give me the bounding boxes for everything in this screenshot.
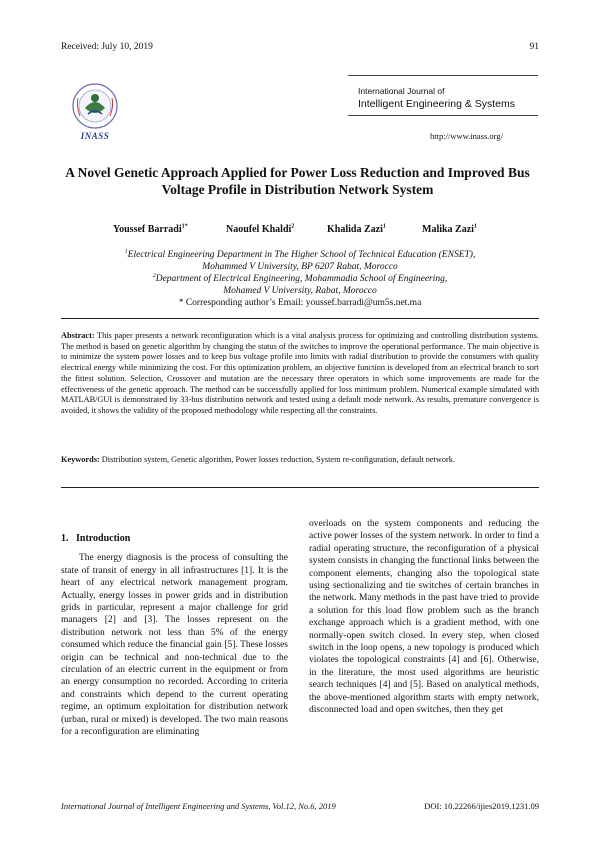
abstract — [61, 331, 539, 417]
journal-banner-line2: Intelligent Engineering & Systems — [358, 98, 516, 110]
author-4: Malika Zazi$^1$ — [422, 223, 477, 235]
footer-doi: DOI: 10.22266/ijies2019.1231.09 — [424, 801, 539, 811]
abstract-rule-top — [61, 318, 539, 319]
intro-paragraph-right: overloads on the system components and reducing the active power losses of the system network. In order to find a radial operating structure, the reconfiguration of a physical system consists in changing the functional links between the component elements, changing also the topological state using sectionalizing and tie switches of certain branches in the network. Many methods in the past have tried to provide a solution for this load flow problem such as the branch exchange approach which is a gradient method, with one normally-open switch closed. In every step, when closed switch in the loop opens, a new topology is produced which violates the topological constraints [4] and [6]. Otherwise, in the literature, the most used algorithms are heuristic search techniques [4] and [5]. Based on analytical methods, the above-mentioned algorithm starts with empty network, disconnected load and open switches, then they get — [309, 519, 539, 716]
affiliation-2-line2: Mohamed V University, Rabat, Morocco — [223, 286, 377, 296]
journal-banner-line1: International Journal of — [358, 86, 445, 96]
page-number: 91 — [529, 42, 539, 52]
journal-url[interactable]: http://www.inass.org/ — [430, 131, 503, 141]
affiliation-1-line2: Mohammed V University, BP 6207 Rabat, Morocco — [202, 262, 398, 272]
intro-paragraph-left: The energy diagnosis is the process of consulting the state of transit of energy in all infrastructures [1]. It is the heart of any electrical network management program. Actually, energy losses in power grids and in distribution grids in particular, represent a major challenge for grid managers [2] and [3]. The losses represent on the distribution network not less than 5% of the energy consumed which reduce the financial gain [5]. These losses origin can be technical and non-technical due to the circulation of an electric current in the equipment or from an energy consumption no recorded. According to criteria and constraints which depend to the current operating regime, an optimum exploitation for distribution network (urban, rural or mixed) is developed. The two main reasons for a reconfiguration are eliminating — [61, 553, 288, 738]
received-date: Received: July 10, 2019 — [61, 42, 153, 52]
paper-title: A Novel Genetic Approach Applied for Power Loss Reduction and Improved Bus Voltage Profile in Distribution Network System — [65, 165, 530, 197]
footer-journal: International Journal of Intelligent Engineering and Systems, Vol.12, No.6, 2019 — [61, 801, 336, 811]
keywords-label: Keywords: — [61, 455, 100, 464]
abstract-rule-bottom — [61, 487, 539, 488]
affiliations — [70, 249, 530, 309]
keywords-text: Distribution system, Genetic algorithm, Power losses reduction, System re-configuration, default network. — [101, 455, 456, 464]
abstract-text: This paper presents a network reconfiguration which is a vital analysis process for optimizing and controlling distribution systems. The method is based on genetic algorithm by changing the status of the switches to improve the operational performance. The main objective is to minimize the system power losses and to keep bus voltage profile into limits with radial distribution to provide the consumers with quality electrical energy while minimizing the cost. For this optimization problem, an objective function is developed from an electrical branch to sort the fittest solution. Selection, Crossover and mutation are the necessary three operators in which some improvements are made for the effectiveness of the genetic approach. The method can be successfully applied for loss minimum problem. Numerical example simulated with MATLAB/GUI is demonstrated by 33-bus distribution network and tested using a default mode network. As results, premature convergence is avoided, it shows the validity of the proposed methodology while respecting all the constraints. — [61, 331, 539, 415]
banner-rule-bottom — [348, 115, 538, 116]
author-1: Youssef Barradi$^{1*}$ — [113, 223, 188, 235]
affiliation-1-line1: $^1$Electrical Engineering Department in The Higher School of Technical Education (ENSET), — [124, 248, 476, 260]
section-heading: 1. Introduction — [61, 533, 131, 544]
affiliation-2-line1: $^2$Department of Electrical Engineering, Mohammadia School of Engineering, — [152, 272, 448, 284]
keywords — [61, 455, 539, 466]
logo-text: INASS — [80, 131, 110, 141]
author-2: Naoufel Khaldi$^2$ — [226, 223, 295, 235]
body-column-left — [61, 533, 288, 739]
body-column-right — [309, 518, 539, 717]
abstract-label: Abstract: — [61, 331, 95, 340]
banner-rule-top — [348, 75, 538, 76]
corresponding-email: * Corresponding author’s Email: youssef.barradi@um5s.net.ma — [178, 298, 422, 308]
author-3: Khalida Zazi$^1$ — [327, 223, 386, 235]
